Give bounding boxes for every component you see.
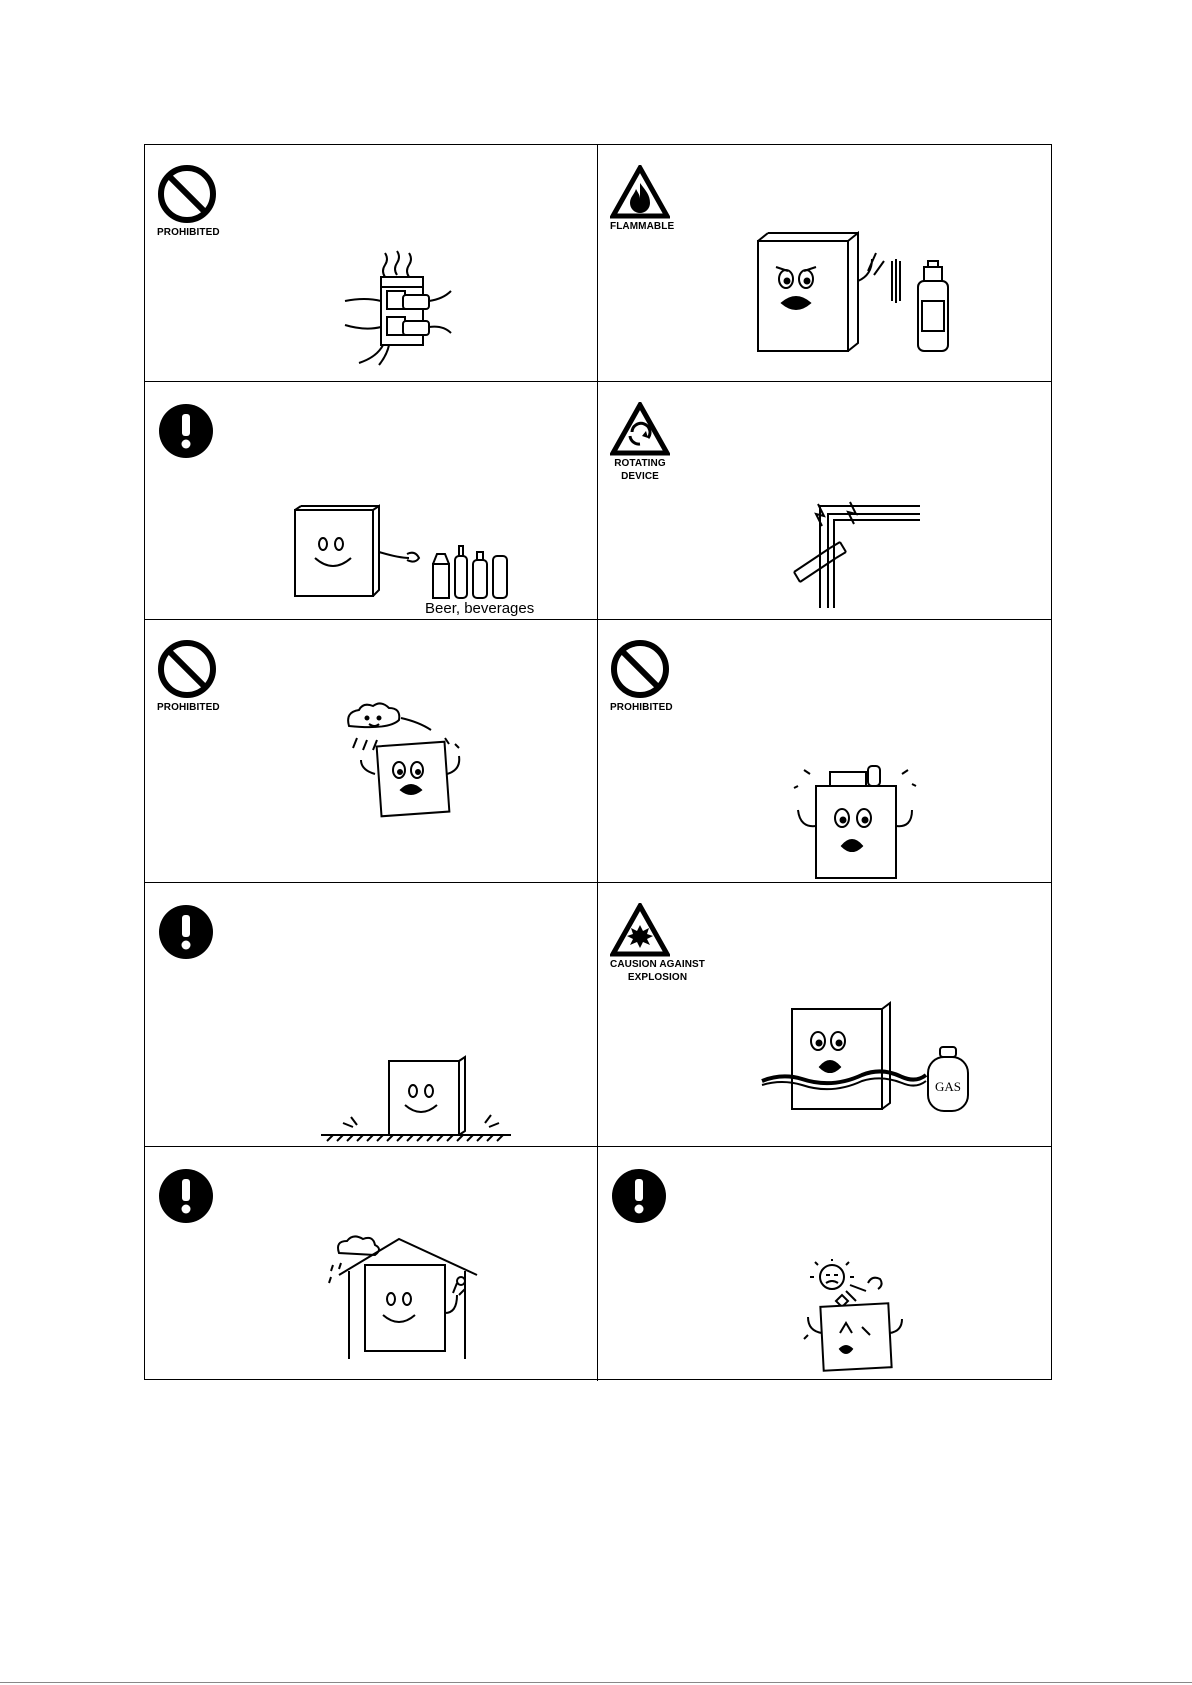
prohibited-icon — [157, 640, 219, 700]
gas-label: GAS — [934, 1079, 962, 1094]
symbol-label: FLAMMABLE — [610, 221, 675, 232]
symbol-label-line-2: EXPLOSION — [627, 972, 688, 983]
symbol-label-line-1: ROTATING — [614, 458, 666, 469]
fridge-beverages-illustration — [295, 504, 525, 608]
page-bottom-rule — [0, 1682, 1192, 1683]
flammable-symbol — [610, 165, 674, 232]
fridge-sun-illustration — [798, 1259, 908, 1371]
prohibited-icon — [610, 640, 672, 700]
cell-overloaded-socket — [145, 145, 598, 382]
cell-flammable-spray — [598, 145, 1051, 382]
rotating-device-symbol — [610, 402, 670, 482]
symbol-label-line-2: DEVICE — [621, 471, 659, 482]
fridge-spray-illustration — [758, 231, 988, 361]
cell-rain — [145, 620, 598, 883]
safety-warning-table — [144, 144, 1052, 1380]
cell-level-floor — [145, 883, 598, 1147]
exclamation-icon — [157, 1167, 215, 1225]
fridge-rain-illustration — [345, 704, 475, 824]
symbol-label: PROHIBITED — [610, 702, 673, 713]
fridge-gas-illustration — [762, 1001, 972, 1121]
mandatory-symbol — [157, 402, 215, 460]
cell-hot-sun — [598, 1147, 1051, 1381]
mandatory-symbol — [157, 1167, 215, 1225]
prohibited-symbol — [610, 640, 673, 713]
flammable-icon — [610, 165, 670, 219]
cell-beverages — [145, 382, 598, 620]
fridge-level-floor-illustration — [321, 1057, 511, 1141]
mandatory-symbol — [157, 903, 215, 961]
exclamation-icon — [610, 1167, 668, 1225]
mandatory-symbol — [610, 1167, 668, 1225]
cell-gas-explosion — [598, 883, 1051, 1147]
prohibited-symbol — [157, 165, 220, 238]
overloaded-socket-illustration — [343, 245, 453, 365]
symbol-label: PROHIBITED — [157, 227, 220, 238]
beverages-caption: Beer, beverages — [425, 600, 535, 617]
cell-indoor-shelter — [145, 1147, 598, 1381]
cell-items-on-top — [598, 620, 1051, 883]
symbol-label: PROHIBITED — [157, 702, 220, 713]
explosion-symbol — [610, 903, 705, 983]
fridge-items-top-illustration — [790, 760, 920, 880]
screwdriver-door-illustration — [790, 498, 920, 608]
fridge-shelter-illustration — [329, 1235, 479, 1359]
explosion-icon — [610, 903, 670, 957]
rotating-device-icon — [610, 402, 670, 456]
prohibited-symbol — [157, 640, 220, 713]
exclamation-icon — [157, 903, 215, 961]
symbol-label-line-1: CAUSION AGAINST — [610, 959, 706, 970]
prohibited-icon — [157, 165, 219, 225]
exclamation-icon — [157, 402, 215, 460]
cell-rotating-device — [598, 382, 1051, 620]
